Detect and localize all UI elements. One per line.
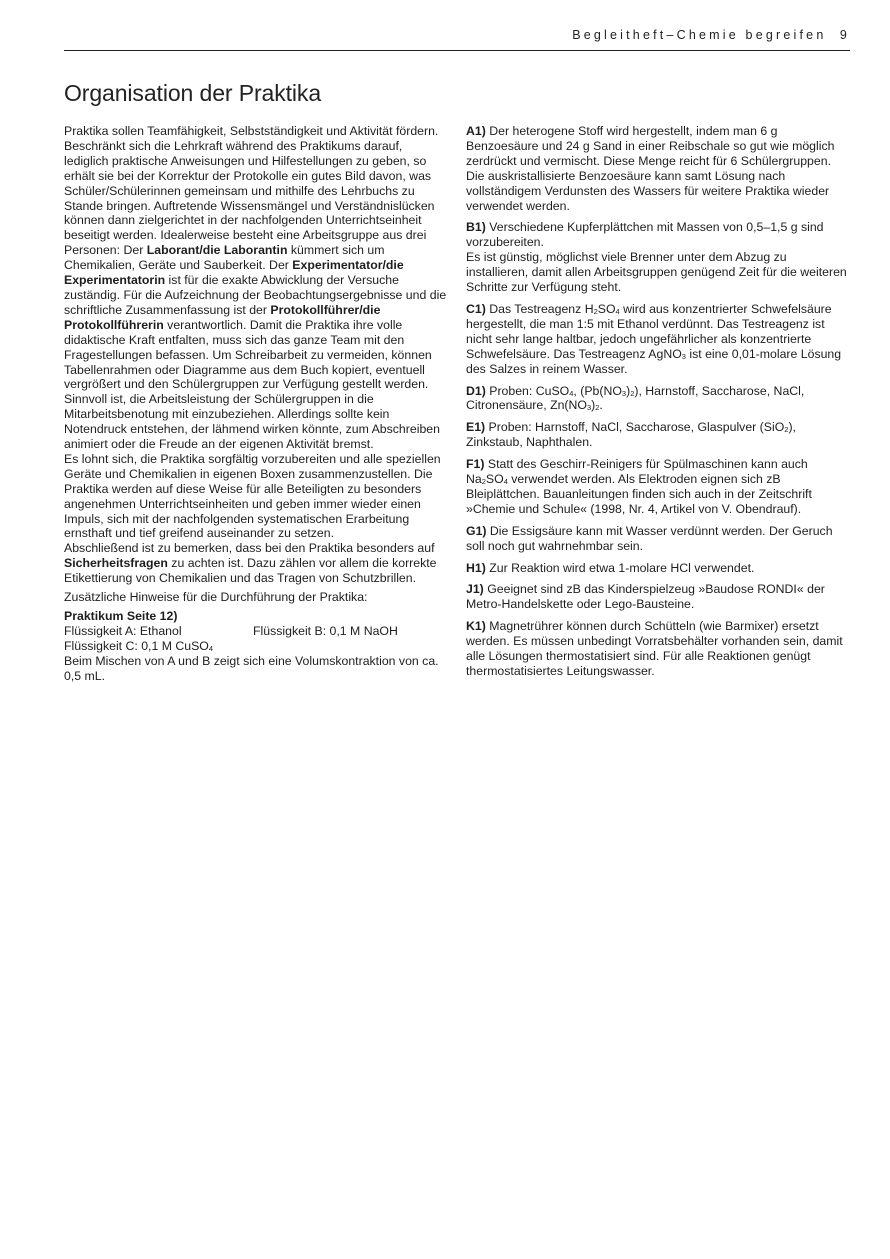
liquid-b: Flüssigkeit B: 0,1 M NaOH: [253, 623, 398, 638]
praktikum-title-text: Praktikum Seite 12): [64, 609, 178, 623]
liquid-row: [64, 624, 450, 639]
intro-text-4: verantwortlich. Damit die Praktika ihre volle didaktische Kraft entfalten, muss sich das ganze Team mit den Fragestellungen befassen. Um Schreibarbeit zu vermeiden, können Tabellenrahmen oder Diagramme aus dem Buch kopiert, eventuell vergrößert und den Schülergruppen zur Verfügung gestellt werden. Sinnvoll ist, die Arbeitsleistung der Schülergruppen in die Mitarbeitsbenotung mit einzubeziehen. Allerdings sollte kein Notendruck entstehen, der lähmend wirken könnte, zum Abschreiben animiert oder die Freude an der eigenen Aktivität bremst.: [64, 317, 440, 452]
entry-g1: [466, 524, 852, 554]
entry-f1-text-a: Statt des Geschirr-Reinigers für Spülmaschinen kann auch Na: [466, 457, 808, 487]
entry-c1-sub-1: 2: [593, 306, 598, 316]
entry-d1-text-a: Proben: CuSO: [485, 383, 570, 398]
entry-e1-label: E1): [466, 420, 486, 435]
entry-d1-text-e: ): [591, 398, 596, 413]
entry-b1-text: Verschiedene Kupferplättchen mit Massen von 0,5–1,5 g sind vorzubereiten.: [466, 220, 824, 250]
preparation-paragraph: Es lohnt sich, die Praktika sorgfältig vorzubereiten und alle speziellen Geräte und Chemikalien in eigenen Boxen zusammenzustellen. Die Praktika werden auf diese Weise für alle Beteiligten zu besonders angenehmen Unterrichtseinheiten und geben immer wieder einen Impuls, sich mit der nachfolgenden systematischen Erarbeitung ernsthaft und tief greifend auseinander zu setzen.: [64, 451, 441, 541]
entry-f1-text-b: SO: [485, 472, 504, 487]
entry-e1-text-b: ), Zinkstaub, Naphthalen.: [466, 420, 796, 450]
entry-j1: [466, 582, 852, 612]
liquid-c: [64, 639, 450, 654]
entry-c1-text-d: ist eine 0,01-molare Lösung des Salzes in reinem Wasser.: [466, 346, 842, 376]
safety-text-1: Abschließend ist zu bemerken, dass bei den Praktika besonders auf: [64, 541, 435, 556]
safety-text-2: zu achten ist. Dazu zählen vor allem die korrekte Etikettierung von Chemikalien und das Tragen von Schutzbrillen.: [64, 556, 437, 586]
entry-c1-text-a: Das Testreagenz H: [485, 301, 594, 316]
running-header: [64, 24, 850, 51]
entry-g1-label: G1): [466, 523, 487, 538]
entry-d1-text-d: ), Harnstoff, Saccharose, NaCl, Citronensäure, Zn(NO: [466, 383, 805, 413]
intro-paragraph: [64, 124, 450, 452]
entry-h1-text: Zur Reaktion wird etwa 1-molare HCl verwendet.: [485, 560, 755, 575]
entry-d1-sub-3: 2: [630, 388, 635, 398]
entry-h1-label: H1): [466, 560, 486, 575]
hint-paragraph: Zusätzliche Hinweise für die Durchführung der Praktika:: [64, 590, 368, 605]
liquid-c-subscript: 4: [208, 643, 214, 653]
entry-d1-sub-2: 3: [621, 388, 627, 398]
entry-c1-text-b: SO: [597, 301, 616, 316]
safety-term: Sicherheitsfragen: [64, 556, 168, 571]
liquid-a: Flüssigkeit A: Ethanol: [64, 623, 182, 638]
entry-d1-text-b: , (Pb(NO: [573, 383, 622, 398]
safety-paragraph: [64, 541, 450, 586]
entry-f1-label: F1): [466, 457, 485, 472]
intro-text-2: kümmert sich um Chemikalien, Geräte und Sauberkeit. Der: [64, 243, 385, 273]
entry-k1-text: Magnetrührer können durch Schütteln (wie Barmixer) ersetzt werden. Es müssen unbedingt Vorratsbehälter vorhanden sein, damit alle Lösungen thermostatisiert sind. Für alle Reaktionen genügt thermostatisiertes Leitungswasser.: [466, 619, 843, 678]
entry-f1-sub-1: 2: [481, 477, 486, 487]
running-header-text: [572, 28, 850, 42]
entry-g1-text: Die Essigsäure kann mit Wasser verdünnt werden. Der Geruch soll noch gut wahrnehmbar sein.: [466, 523, 833, 553]
entry-f1-sub-2: 4: [503, 477, 508, 487]
left-column: [64, 124, 450, 684]
entry-e1-sub: 2: [784, 425, 789, 435]
entry-j1-text: Geeignet sind zB das Kinderspielzeug »Baudose RONDI« der Metro-Handelskette oder Lego-Bausteine.: [466, 582, 825, 612]
entry-j1-label: J1): [466, 582, 484, 597]
entry-b1: [466, 220, 852, 295]
entry-c1: [466, 302, 852, 377]
entry-d1-label: D1): [466, 383, 486, 398]
entry-h1: [466, 561, 852, 576]
entry-f1: [466, 457, 852, 517]
entry-d1-text-f: .: [599, 398, 603, 413]
entry-e1: [466, 420, 852, 450]
entry-d1-sub-1: 4: [569, 388, 574, 398]
entry-a1-text: Der heterogene Stoff wird hergestellt, indem man 6 g Benzoesäure und 24 g Sand in einer Reibschale so gut wie möglich zerdrückt und vermischt. Diese Menge reicht für 6 Schülergruppen. Die auskristallisierte Benzoesäure kann samt Lösung nach vollständigem Verdunsten des Wassers für weitere Praktika wieder verwendet werden.: [466, 124, 835, 213]
header-title: Begleitheft–Chemie begreifen: [572, 28, 827, 42]
entry-k1: [466, 619, 852, 679]
entry-c1-text-c: wird aus konzentrierter Schwefelsäure hergestellt, die man 1:5 mit Ethanol verdünnt. Das Testreagenz ist nicht sehr lange haltbar, jedoch ungefährlicher als konzentrierte Schwefelsäure. Das Testreagenz AgNO: [466, 301, 832, 361]
intro-text-3: ist für die exakte Abwicklung der Versuche zuständig. Für die Aufzeichnung der Beobachtungsergebnisse und die schriftliche Zusammenfassung ist der: [64, 273, 447, 317]
entry-k1-label: K1): [466, 619, 486, 634]
entry-b1-text-2: Es ist günstig, möglichst viele Brenner unter dem Abzug zu installieren, damit allen Arbeitsgruppen genügend Zeit für die weiteren Schritte zur Verfügung steht.: [466, 250, 847, 295]
entry-b1-label: B1): [466, 220, 486, 235]
page-number: 9: [839, 28, 850, 42]
entry-d1-text-c: ): [626, 383, 631, 398]
entry-d1: [466, 384, 852, 414]
role-protokollfuehrer: Protokollführer/die Protokollführerin: [64, 302, 381, 332]
right-column: [466, 124, 852, 686]
entry-c1-sub-3: 3: [681, 351, 686, 361]
entry-d1-sub-4: 3: [586, 403, 592, 413]
entry-c1-sub-2: 4: [615, 306, 620, 316]
intro-text-1: Praktika sollen Teamfähigkeit, Selbstständigkeit und Aktivität fördern. Beschränkt sich die Lehrkraft während des Praktikums darauf, lediglich praktische Anweisungen und Hilfestellungen zu geben, so erhält sie bei der Korrektur der Protokolle ein gutes Bild davon, was Schüler/Schülerinnen gemeinsam und mithilfe des Lehrbuchs zu Stande bringen. Auftretende Wissensmängel und Verständnislücken können dann zielgerichtet in der nachfolgenden Unterrichtseinheit beseitigt werden. Idealerweise besteht eine Arbeitsgruppe aus drei Personen: Der: [64, 124, 439, 258]
entry-e1-text-a: Proben: Harnstoff, NaCl, Saccharose, Glaspulver (SiO: [485, 420, 785, 435]
entry-a1-label: A1): [466, 124, 486, 138]
entry-a1: [466, 124, 852, 213]
entry-c1-label: C1): [466, 301, 486, 316]
page-title: Organisation der Praktika: [64, 80, 322, 106]
mix-note: Beim Mischen von A und B zeigt sich eine Volumskontraktion von ca. 0,5 mL.: [64, 653, 439, 683]
role-experimentator: Experimentator/die Experimentatorin: [64, 258, 404, 288]
entry-f1-text-c: verwendet werden. Als Elektroden eignen sich zB Bleiplättchen. Bauanleitungen finden sich auch in der Zeitschrift »Chemie und Schule« (1998, Nr. 4, Artikel von V. Obendrauf).: [466, 472, 812, 516]
role-laborant: Laborant/die Laborantin: [146, 243, 288, 258]
liquid-c-text: Flüssigkeit C: 0,1 M CuSO: [64, 638, 209, 653]
praktikum-title: [64, 609, 450, 624]
entry-d1-sub-5: 2: [595, 403, 600, 413]
